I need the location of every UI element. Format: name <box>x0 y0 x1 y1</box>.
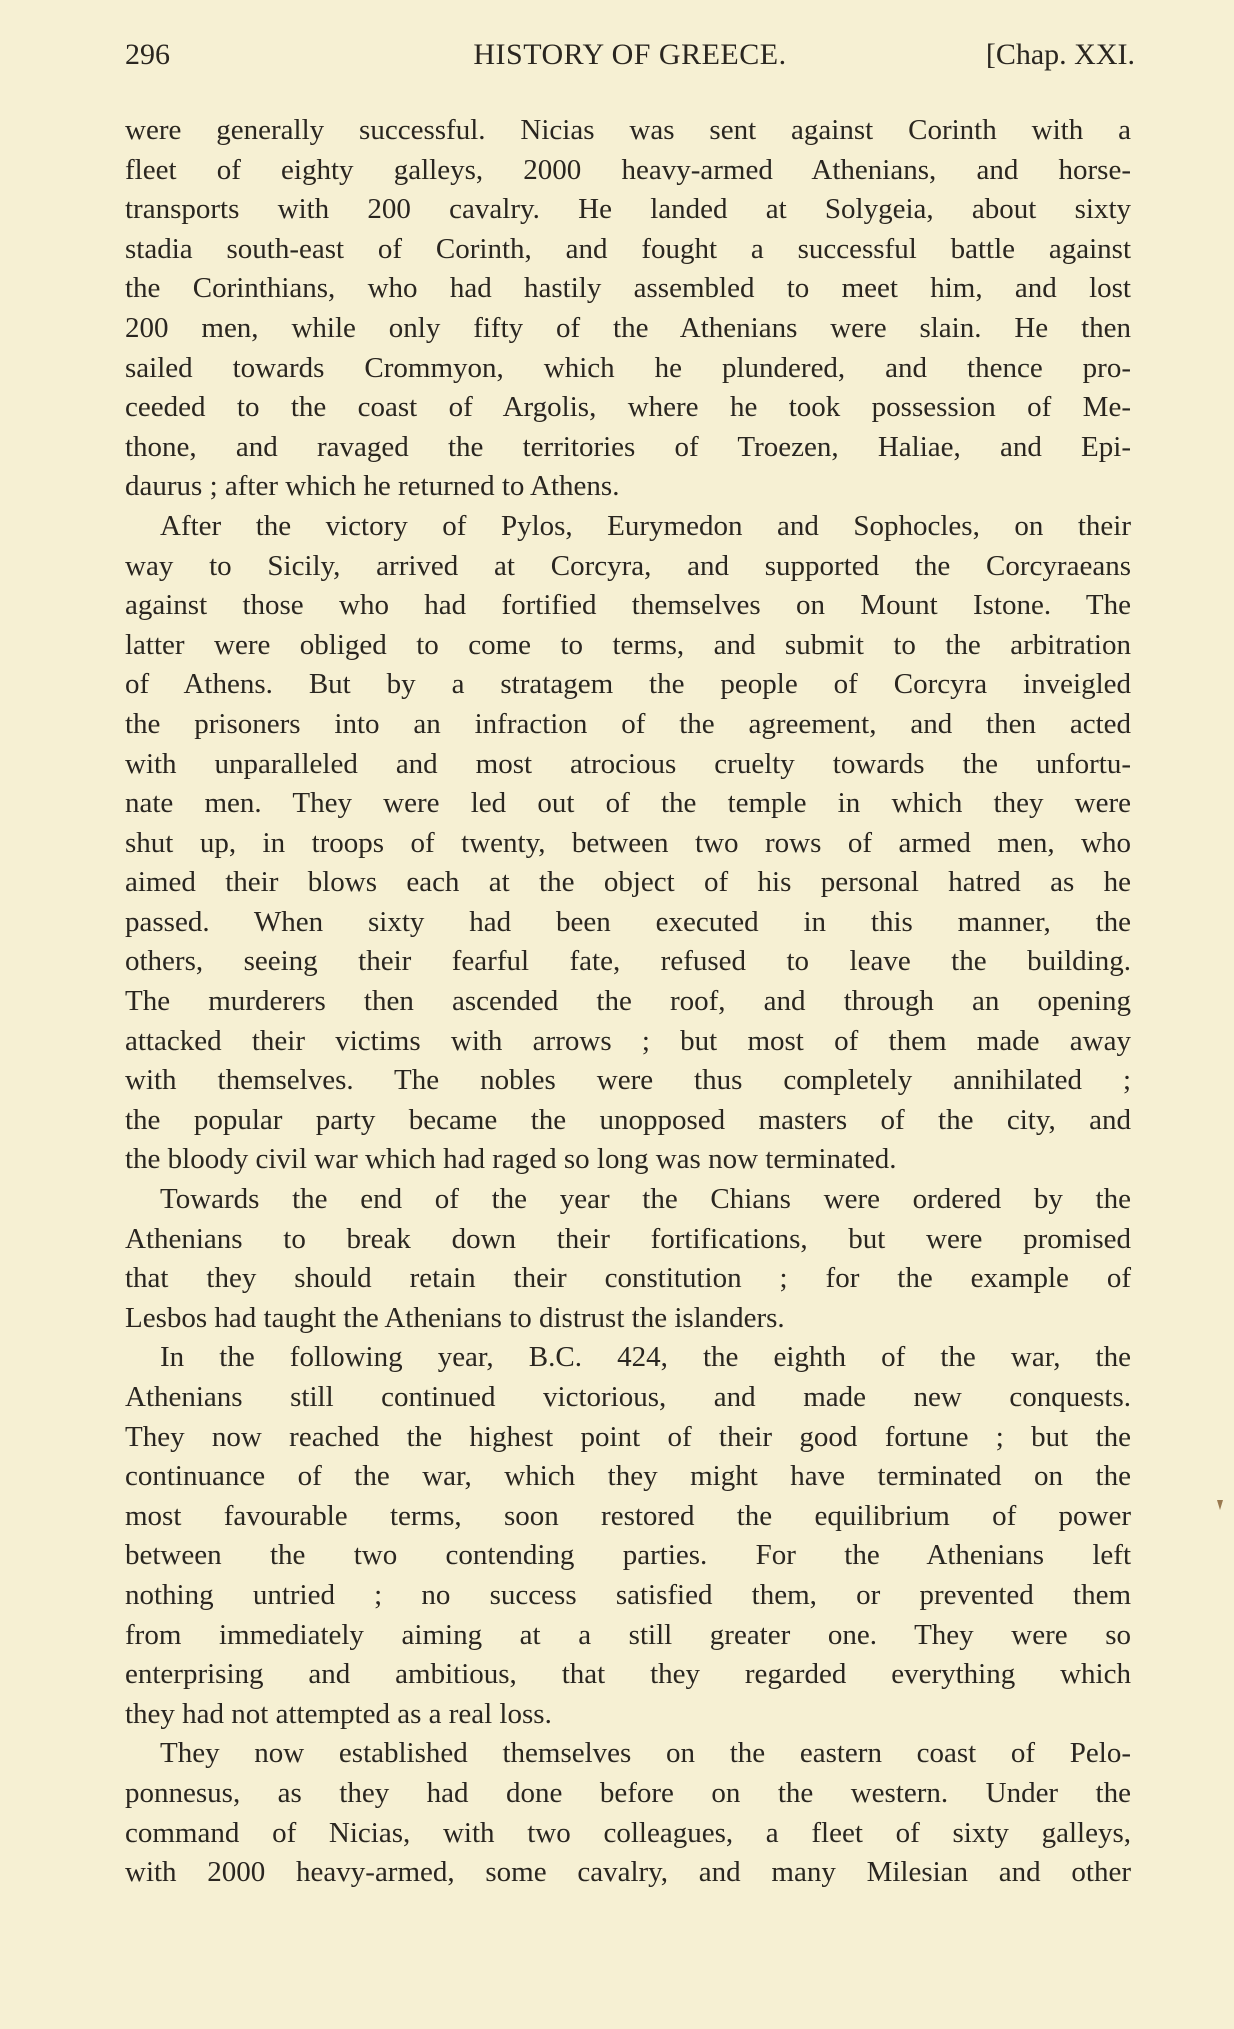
text-line: nothing untried ; no success satisfied them, or prevented them <box>125 1578 1131 1611</box>
text-line: fleet of eighty galleys, 2000 heavy-armed Athenians, and horse- <box>125 153 1131 186</box>
text-line: against those who had fortified themselves on Mount Istone. The <box>125 589 1131 622</box>
text-line: sailed towards Crommyon, which he plundered, and thence pro- <box>125 351 1131 384</box>
body-text <box>125 111 1131 1893</box>
margin-mark <box>1217 1500 1223 1510</box>
text-line: Athenians still continued victorious, and made new conquests. <box>125 1381 1131 1413</box>
text-line: stadia south-east of Corinth, and fought a successful battle against <box>125 232 1131 265</box>
text-line: Lesbos had taught the Athenians to distrust the islanders. <box>125 1301 785 1334</box>
text-line: between the two contending parties. For the Athenians left <box>125 1539 1131 1572</box>
text-line: ponnesus, as they had done before on the western. Under the <box>125 1776 1131 1809</box>
text-line: command of Nicias, with two colleagues, a fleet of sixty galleys, <box>125 1816 1131 1849</box>
text-line: After the victory of Pylos, Eurymedon and Sophocles, on their <box>160 509 1131 542</box>
text-line: They now established themselves on the eastern coast of Pelo- <box>160 1737 1131 1770</box>
text-line: shut up, in troops of twenty, between two rows of armed men, who <box>125 826 1131 859</box>
text-line: daurus ; after which he returned to Athens. <box>125 470 620 503</box>
text-line: with 2000 heavy-armed, some cavalry, and many Milesian and other <box>125 1856 1131 1889</box>
text-line: they had not attempted as a real loss. <box>125 1697 552 1730</box>
text-line: with themselves. The nobles were thus completely annihilated ; <box>125 1064 1131 1097</box>
text-line: attacked their victims with arrows ; but most of them made away <box>125 1024 1131 1057</box>
text-line: thone, and ravaged the territories of Troezen, Haliae, and Epi- <box>125 430 1131 463</box>
text-line: of Athens. But by a stratagem the people of Corcyra inveigled <box>125 668 1131 701</box>
text-line: 200 men, while only fifty of the Athenians were slain. He then <box>125 311 1131 344</box>
text-line: continuance of the war, which they might have terminated on the <box>125 1460 1131 1493</box>
text-line: passed. When sixty had been executed in this manner, the <box>125 905 1131 938</box>
text-line: They now reached the highest point of their good fortune ; but the <box>125 1420 1131 1453</box>
text-line: latter were obliged to come to terms, and submit to the arbitration <box>125 628 1131 661</box>
text-line: aimed their blows each at the object of his personal hatred as he <box>125 866 1131 899</box>
text-line: In the following year, B.C. 424, the eighth of the war, the <box>160 1341 1131 1374</box>
chapter-label: [Chap. XXI. <box>985 38 1135 71</box>
text-line: that they should retain their constitution ; for the example of <box>125 1262 1131 1295</box>
page-number: 296 <box>125 38 170 71</box>
text-line: transports with 200 cavalry. He landed at Solygeia, about sixty <box>125 193 1131 226</box>
text-line: most favourable terms, soon restored the equilibrium of power <box>125 1499 1131 1532</box>
text-line: were generally successful. Nicias was sent against Corinth with a <box>125 114 1131 146</box>
text-line: enterprising and ambitious, that they regarded everything which <box>125 1658 1131 1691</box>
text-line: way to Sicily, arrived at Corcyra, and supported the Corcyraeans <box>125 549 1131 582</box>
text-line: the popular party became the unopposed masters of the city, and <box>125 1103 1131 1136</box>
text-line: the bloody civil war which had raged so long was now terminated. <box>125 1143 897 1176</box>
text-line: with unparalleled and most atrocious cruelty towards the unfortu- <box>125 747 1131 780</box>
text-line: Athenians to break down their fortifications, but were promised <box>125 1222 1131 1255</box>
text-line: nate men. They were led out of the temple in which they were <box>125 787 1131 820</box>
text-line: Towards the end of the year the Chians were ordered by the <box>160 1183 1131 1216</box>
text-line: ceeded to the coast of Argolis, where he took possession of Me- <box>125 391 1131 424</box>
running-title: HISTORY OF GREECE. <box>473 38 787 71</box>
text-line: The murderers then ascended the roof, and through an opening <box>125 985 1131 1018</box>
text-line: the prisoners into an infraction of the agreement, and then acted <box>125 707 1131 740</box>
text-line: the Corinthians, who had hastily assembled to meet him, and lost <box>125 272 1131 305</box>
text-line: others, seeing their fearful fate, refused to leave the building. <box>125 945 1131 978</box>
text-line: from immediately aiming at a still greater one. They were so <box>125 1618 1131 1651</box>
running-header <box>125 38 1135 78</box>
